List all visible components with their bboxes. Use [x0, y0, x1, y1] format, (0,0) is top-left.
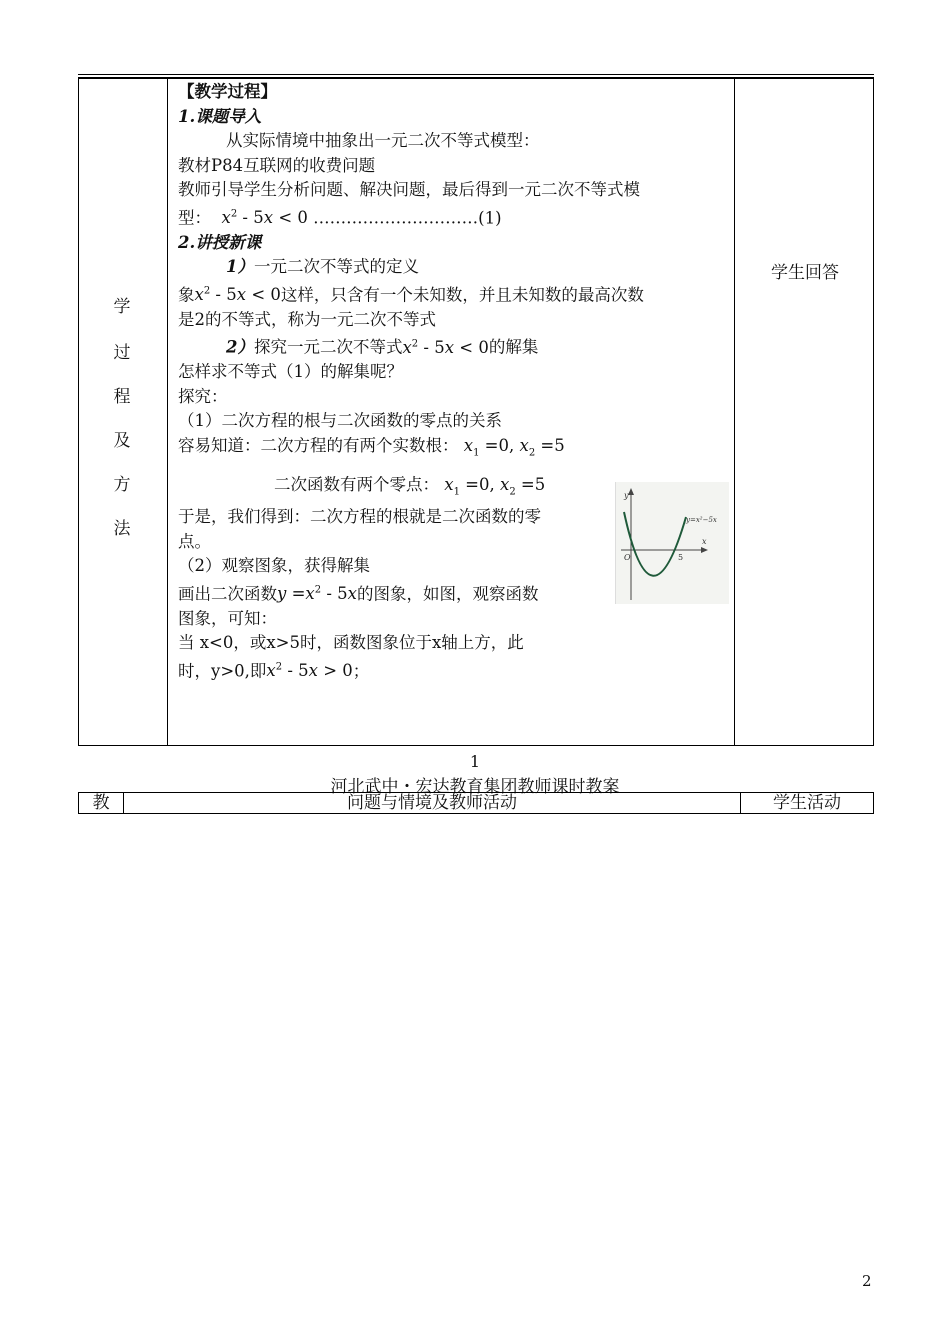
subsection-number: 2）: [226, 337, 254, 357]
text-span: 探究一元二次不等式: [253, 337, 403, 357]
text-span: …………………………(1): [313, 208, 502, 227]
section-2-title: 2.讲授新课: [178, 232, 262, 252]
next-table-header: [78, 792, 874, 814]
header-cell-student: 学生活动: [741, 793, 874, 814]
page-number: 2: [862, 1272, 872, 1290]
math-inequality: $x^2 - 5x < 0$: [402, 337, 489, 357]
text-span: 容易知道：二次方程的有两个实数根：: [178, 435, 459, 455]
section-1-title: 1.课题导入: [178, 106, 262, 126]
side-char: 及: [113, 431, 131, 451]
x-axis-arrow: [701, 547, 708, 553]
side-char: 法: [113, 519, 131, 539]
text-line: 是2的不等式，称为一元二次不等式: [178, 309, 436, 329]
text-span: ；: [352, 661, 370, 681]
top-rule: [78, 74, 874, 75]
header-cell-activity: 问题与情境及教师活动: [124, 793, 741, 814]
subsection-number: 1）: [226, 257, 254, 276]
tick-label: 5: [678, 553, 684, 562]
side-char: 学: [113, 297, 131, 317]
text-span: 型：: [178, 208, 211, 227]
inequality-line: [178, 203, 728, 231]
text-line: （2）观察图象，获得解集: [178, 556, 370, 576]
text-line: 点。: [178, 531, 211, 551]
roots-line: [178, 434, 728, 466]
header-cell-teach: 教: [79, 793, 124, 814]
page-number-mid: 1: [469, 752, 481, 771]
y-axis-arrow: [628, 488, 634, 495]
student-answer: 学生回答: [771, 263, 839, 283]
text-span: 时，y>0,即: [178, 661, 267, 681]
math-function: $y =x^2 - 5x$: [277, 584, 357, 604]
parabola-svg: [616, 482, 729, 604]
text-span: 的解集: [488, 337, 539, 357]
result-line: [178, 656, 728, 684]
side-char: 程: [113, 387, 131, 407]
text-line: 教材P84互联网的收费问题: [178, 155, 376, 175]
side-char: 方: [113, 475, 131, 495]
math-inequality: $x^2 - 5x < 0$: [221, 208, 308, 227]
curve-label: y=x²−5x: [686, 516, 717, 524]
x-axis-label: x: [702, 537, 707, 546]
subsection-1: [178, 255, 728, 280]
origin-label: O: [624, 553, 631, 562]
section-header: 【教学过程】: [178, 82, 277, 101]
y-axis-label: y: [624, 491, 629, 500]
text-line: （1）二次方程的根与二次函数的零点的关系: [178, 411, 502, 430]
math-roots: $x_1 =0$, $x_2 =5$: [463, 435, 565, 458]
definition-line: [178, 280, 728, 308]
side-cell: [79, 79, 168, 746]
parabola-curve: [624, 512, 686, 576]
student-cell: [735, 79, 874, 746]
parabola-graph: [615, 482, 729, 604]
math-inequality: $x^2 - 5x > 0$: [266, 661, 353, 681]
math-inequality: $x^2 - 5x < 0$: [194, 285, 281, 304]
text-line: 于是，我们得到：二次方程的根就是二次函数的零: [178, 507, 541, 527]
text-span: 二次函数有两个零点：: [274, 475, 439, 495]
text-line: 教师引导学生分析问题、解决问题，最后得到一元二次不等式模: [178, 180, 640, 199]
side-char: 过: [113, 343, 131, 363]
math-zeros: $x_1 =0$, $x_2 =5$: [444, 475, 546, 498]
text-line: 怎样求不等式（1）的解集呢？: [178, 362, 403, 381]
text-span: 一元二次不等式的定义: [253, 257, 419, 276]
school-title: 河北武中・宏达教育集团教师课时教案: [330, 777, 620, 797]
text-line: 从实际情境中抽象出一元二次不等式模型：: [226, 131, 540, 150]
text-line: 图象，可知：: [178, 608, 277, 628]
subsection-2: [178, 332, 728, 360]
text-line: 当 x<0，或x>5时，函数图象位于x轴上方，此: [178, 633, 524, 653]
text-span: 象: [178, 285, 195, 304]
text-span: 这样，只含有一个未知数，并且未知数的最高次数: [280, 285, 644, 304]
text-span: 的图象，如图，观察函数: [356, 584, 539, 604]
text-line: 探究：: [178, 386, 228, 406]
text-span: 画出二次函数: [178, 584, 277, 604]
